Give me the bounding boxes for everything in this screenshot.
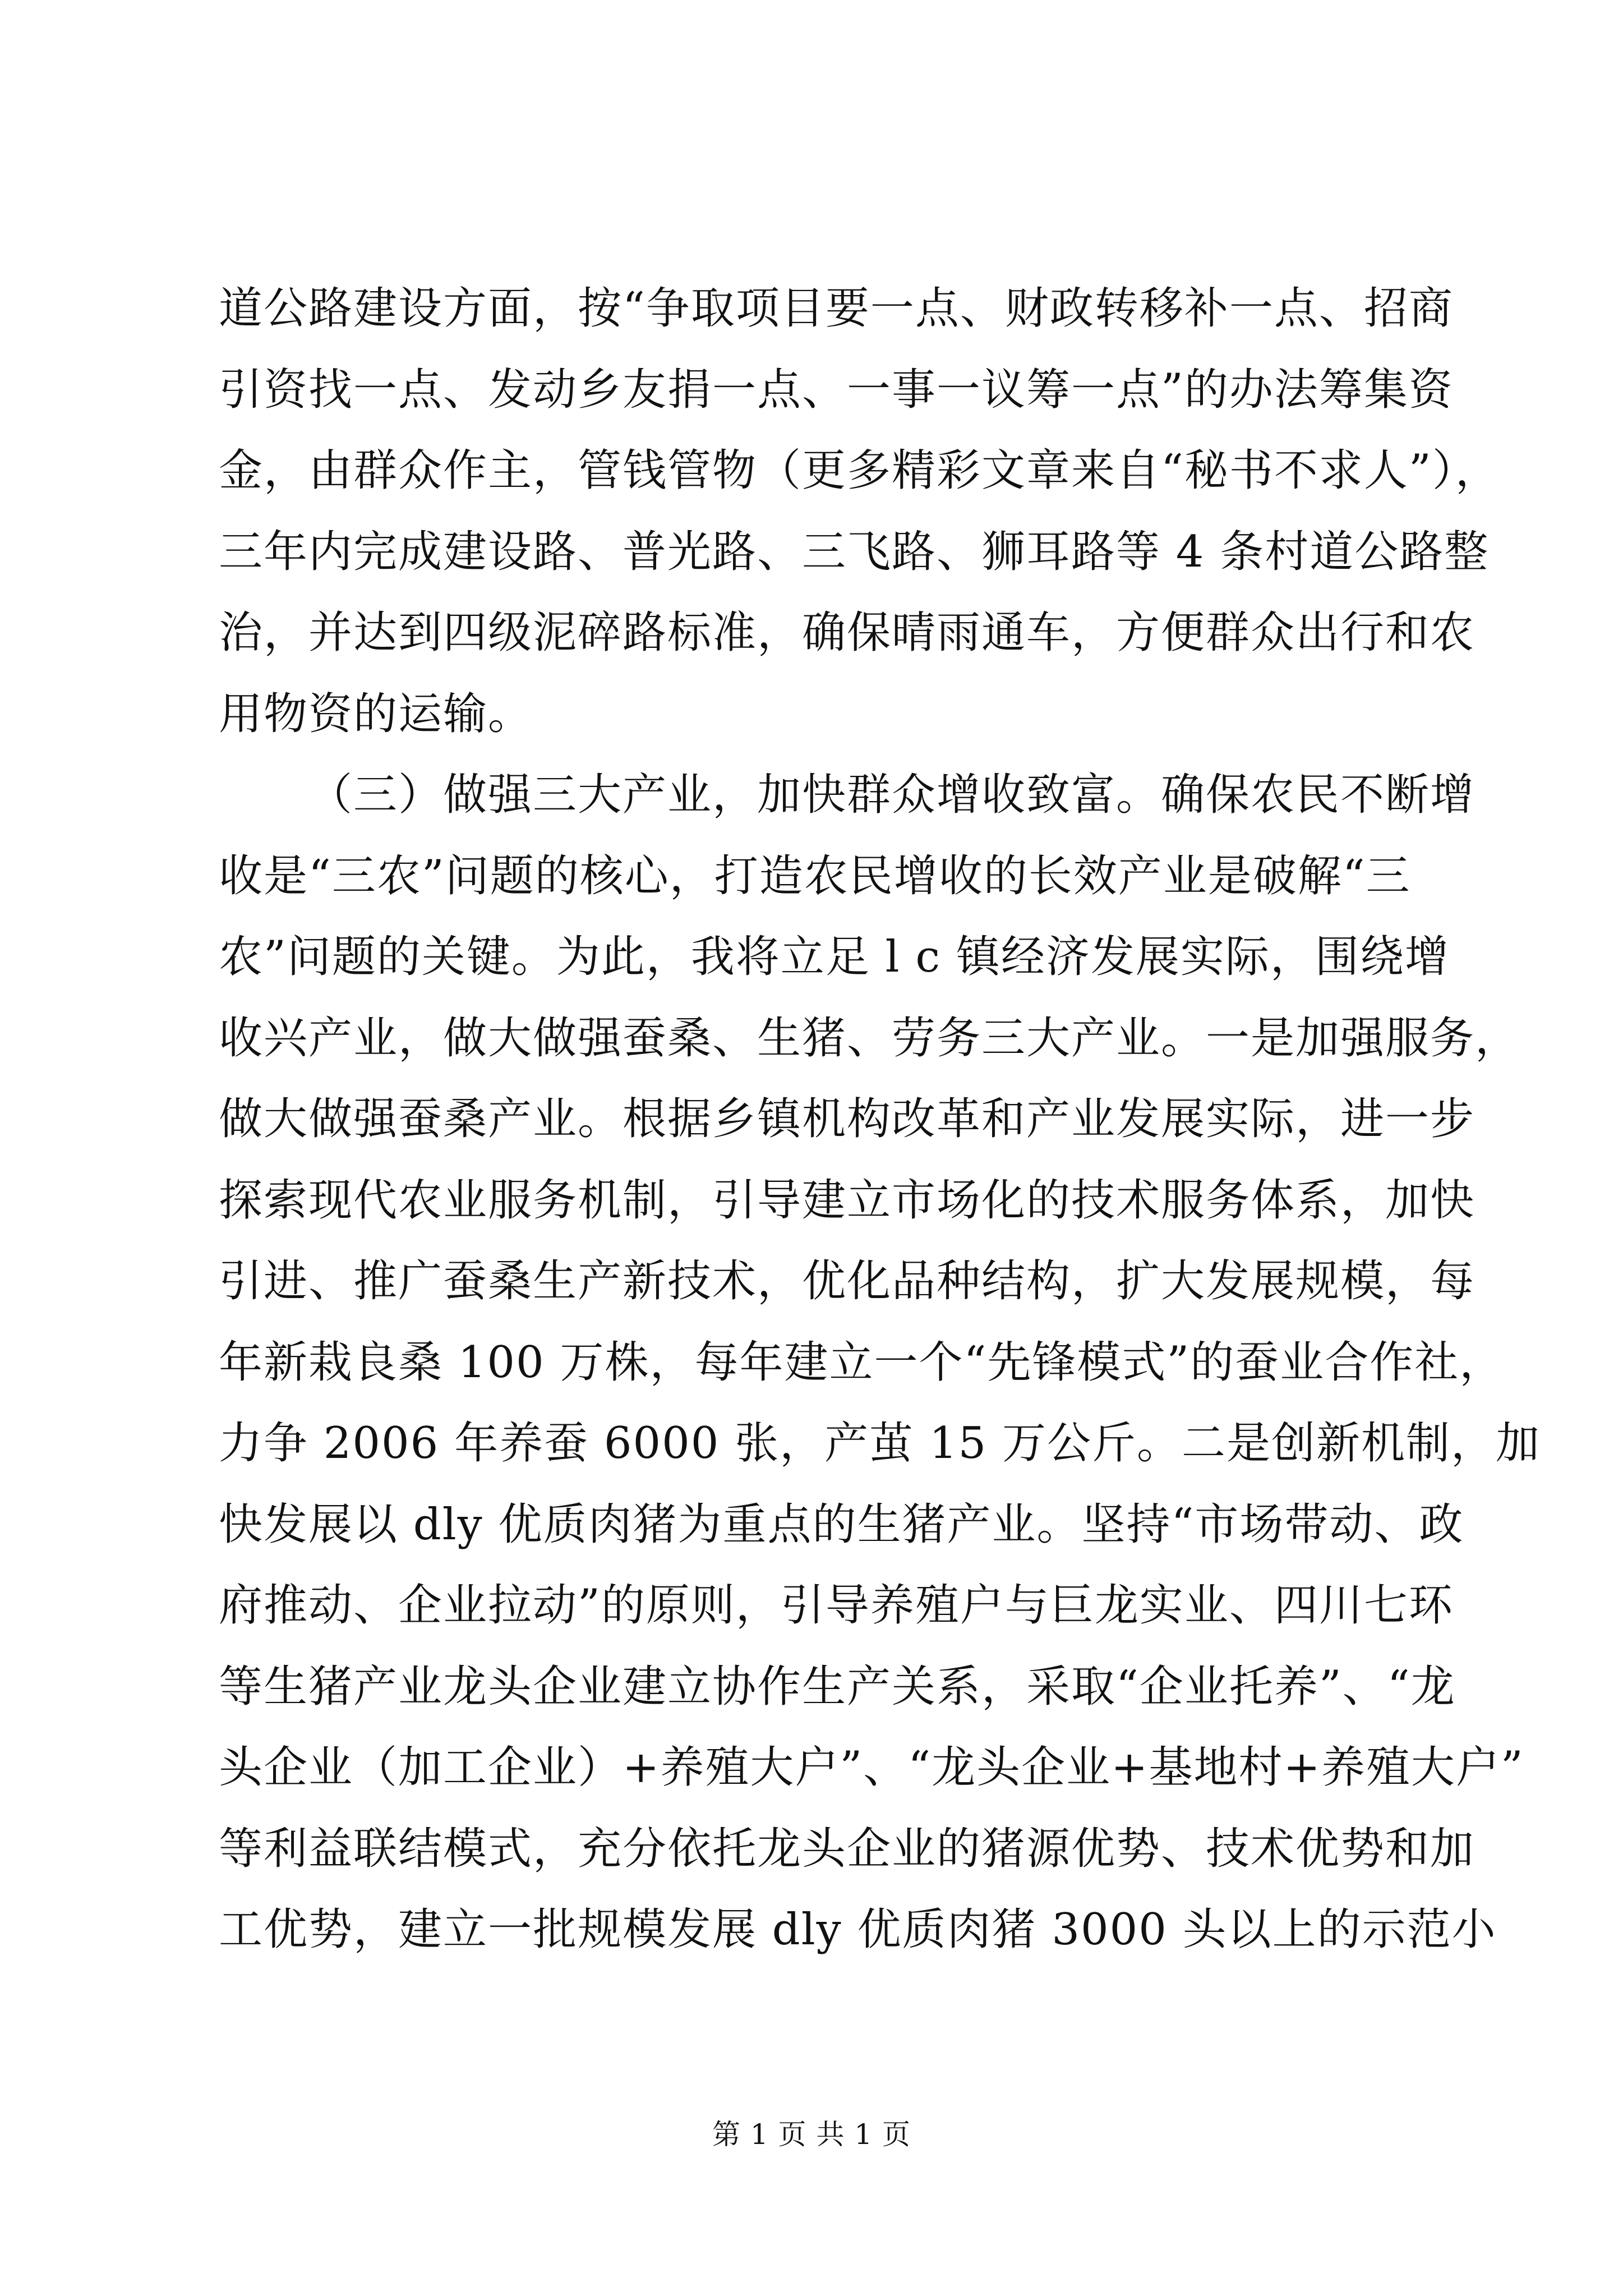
text-line: 年新栽良桑 100 万株，每年建立一个“先锋模式”的蚕业合作社， — [219, 1337, 1505, 1388]
text-line: 用物资的运输。 — [219, 688, 533, 739]
text-line: 金，由群众作主，管钱管物（更多精彩文章来自“秘书不求人”）， — [219, 445, 1500, 496]
text-line: 引进、推广蚕桑生产新技术，优化品种结构，扩大发展规模，每 — [219, 1256, 1476, 1306]
page-number: 第 1 页 共 1 页 — [712, 2118, 911, 2151]
text-line: 道公路建设方面，按“争取项目要一点、财政转移补一点、招商 — [219, 283, 1454, 334]
text-line: 快发展以 dly 优质肉猪为重点的生猪产业。坚持“市场带动、政 — [219, 1499, 1464, 1550]
text-line: 探索现代农业服务机制，引导建立市场化的技术服务体系，加快 — [219, 1175, 1476, 1226]
page-footer — [0, 2115, 1623, 2154]
text-line: 力争 2006 年养蚕 6000 张，产茧 15 万公斤。二是创新机制，加 — [219, 1418, 1541, 1469]
text-line: 等利益联结模式，充分依托龙头企业的猪源优势、技术优势和加 — [219, 1823, 1476, 1874]
body-text — [219, 268, 1541, 1971]
text-line: 等生猪产业龙头企业建立协作生产关系，采取“企业托养”、“龙 — [219, 1661, 1456, 1712]
text-line: 农”问题的关键。为此，我将立足 l c 镇经济发展实际，围绕增 — [219, 932, 1450, 982]
text-line: 做大做强蚕桑产业。根据乡镇机构改革和产业发展实际，进一步 — [219, 1094, 1476, 1144]
text-line: 府推动、企业拉动”的原则，引导养殖户与巨龙实业、四川七环 — [219, 1580, 1454, 1631]
text-line: 收兴产业，做大做强蚕桑、生猪、劳务三大产业。一是加强服务， — [219, 1013, 1520, 1064]
text-line: 头企业（加工企业）+养殖大户”、“龙头企业+基地村+养殖大户” — [219, 1742, 1524, 1793]
text-line: 三年内完成建设路、普光路、三飞路、狮耳路等 4 条村道公路整 — [219, 526, 1490, 577]
text-line: 工优势，建立一批规模发展 dly 优质肉猪 3000 头以上的示范小 — [219, 1904, 1497, 1955]
paragraph-start-line: （三）做强三大产业，加快群众增收致富。确保农民不断增 — [308, 770, 1476, 820]
text-line: 治，并达到四级泥碎路标准，确保晴雨通车，方便群众出行和农 — [219, 608, 1476, 658]
text-line: 引资找一点、发动乡友捐一点、一事一议筹一点”的办法筹集资 — [219, 364, 1454, 415]
text-line: 收是“三农”问题的核心，打造农民增收的长效产业是破解“三 — [219, 850, 1411, 901]
